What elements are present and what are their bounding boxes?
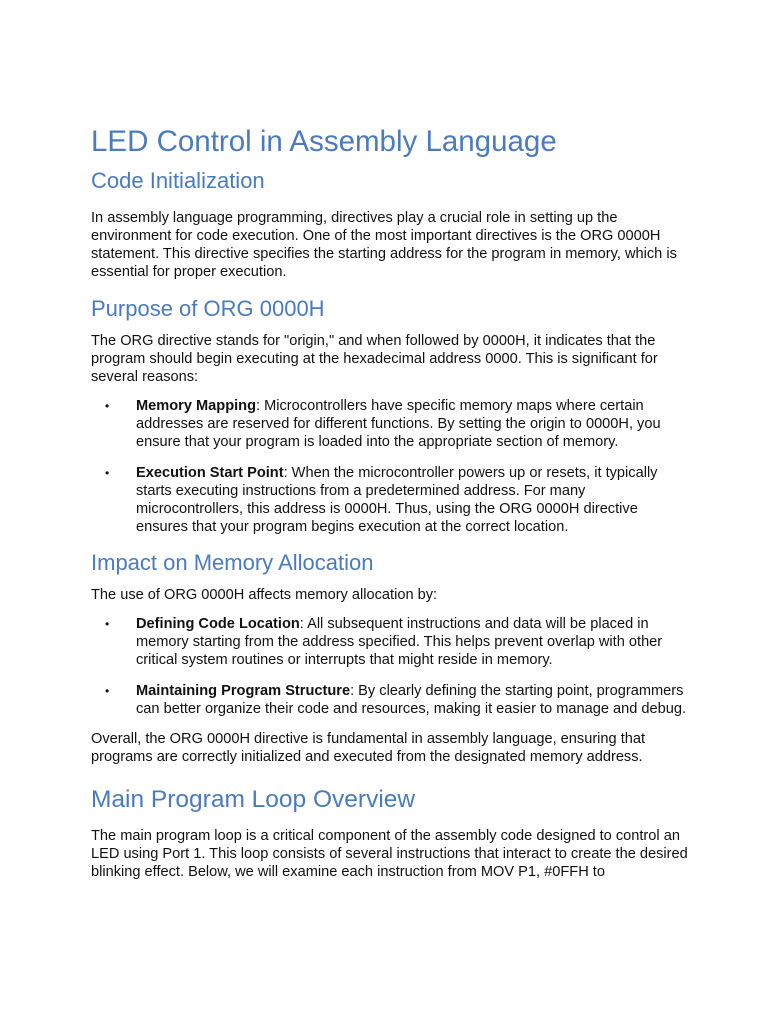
document-page — [91, 118, 691, 881]
paragraph-code-initialization: In assembly language programming, directives play a crucial role in setting up the environment for code execution. One of the most important directives is the ORG 0000H statement. This directive specifies the starting address for the program in memory, which is essential for proper execution. — [91, 210, 677, 280]
list-item — [91, 397, 691, 451]
document-title: LED Control in Assembly Language — [91, 125, 557, 158]
heading-main-program-loop: Main Program Loop Overview — [91, 786, 416, 813]
bullet-term: Defining Code Location — [136, 616, 300, 632]
bullet-text: : Microcontrollers have specific memory maps where certain addresses are reserved for different functions. By setting the origin to 0000H, you ensure that your program is loaded into the appropriate section of memory. — [136, 398, 661, 450]
list-item — [91, 615, 691, 669]
list-item — [91, 464, 691, 536]
bullet-term: Memory Mapping — [136, 398, 256, 414]
bullet-icon: • — [105, 617, 110, 631]
paragraph-purpose-org: The ORG directive stands for "origin," and when followed by 0000H, it indicates that the program should begin executing at the hexadecimal address 0000. This is significant for several reasons: — [91, 333, 658, 385]
list-item — [91, 682, 691, 718]
paragraph-main-program-loop: The main program loop is a critical component of the assembly code designed to control an LED using Port 1. This loop consists of several instructions that interact to create the desired blinking effect. Below, we will examine each instruction from MOV P1, #0FFH to — [91, 828, 688, 880]
bullet-text: : When the microcontroller powers up or resets, it typically starts executing instructions from a predetermined address. For many microcontrollers, this address is 0000H. Thus, using the ORG 0000H directive ensures that your program begins execution at the correct location. — [136, 465, 658, 535]
bullet-list-purpose — [91, 397, 691, 536]
heading-code-initialization: Code Initialization — [91, 168, 265, 193]
bullet-list-impact — [91, 615, 691, 718]
bullet-text: : All subsequent instructions and data will be placed in memory starting from the address specified. This helps prevent overlap with other critical system routines or interrupts that might reside in memory. — [136, 616, 663, 668]
bullet-term: Maintaining Program Structure — [136, 683, 351, 699]
bullet-term: Execution Start Point — [136, 465, 284, 481]
bullet-text: : By clearly defining the starting point, programmers can better organize their code and resources, making it easier to manage and debug. — [136, 683, 687, 717]
paragraph-impact-memory: The use of ORG 0000H affects memory allocation by: — [91, 587, 438, 603]
bullet-icon: • — [105, 684, 110, 698]
heading-purpose-org: Purpose of ORG 0000H — [91, 296, 325, 321]
bullet-icon: • — [105, 466, 110, 480]
bullet-icon: • — [105, 399, 110, 413]
paragraph-conclusion: Overall, the ORG 0000H directive is fundamental in assembly language, ensuring that programs are correctly initialized and executed from the designated memory address. — [91, 731, 646, 765]
heading-impact-memory: Impact on Memory Allocation — [91, 550, 374, 575]
